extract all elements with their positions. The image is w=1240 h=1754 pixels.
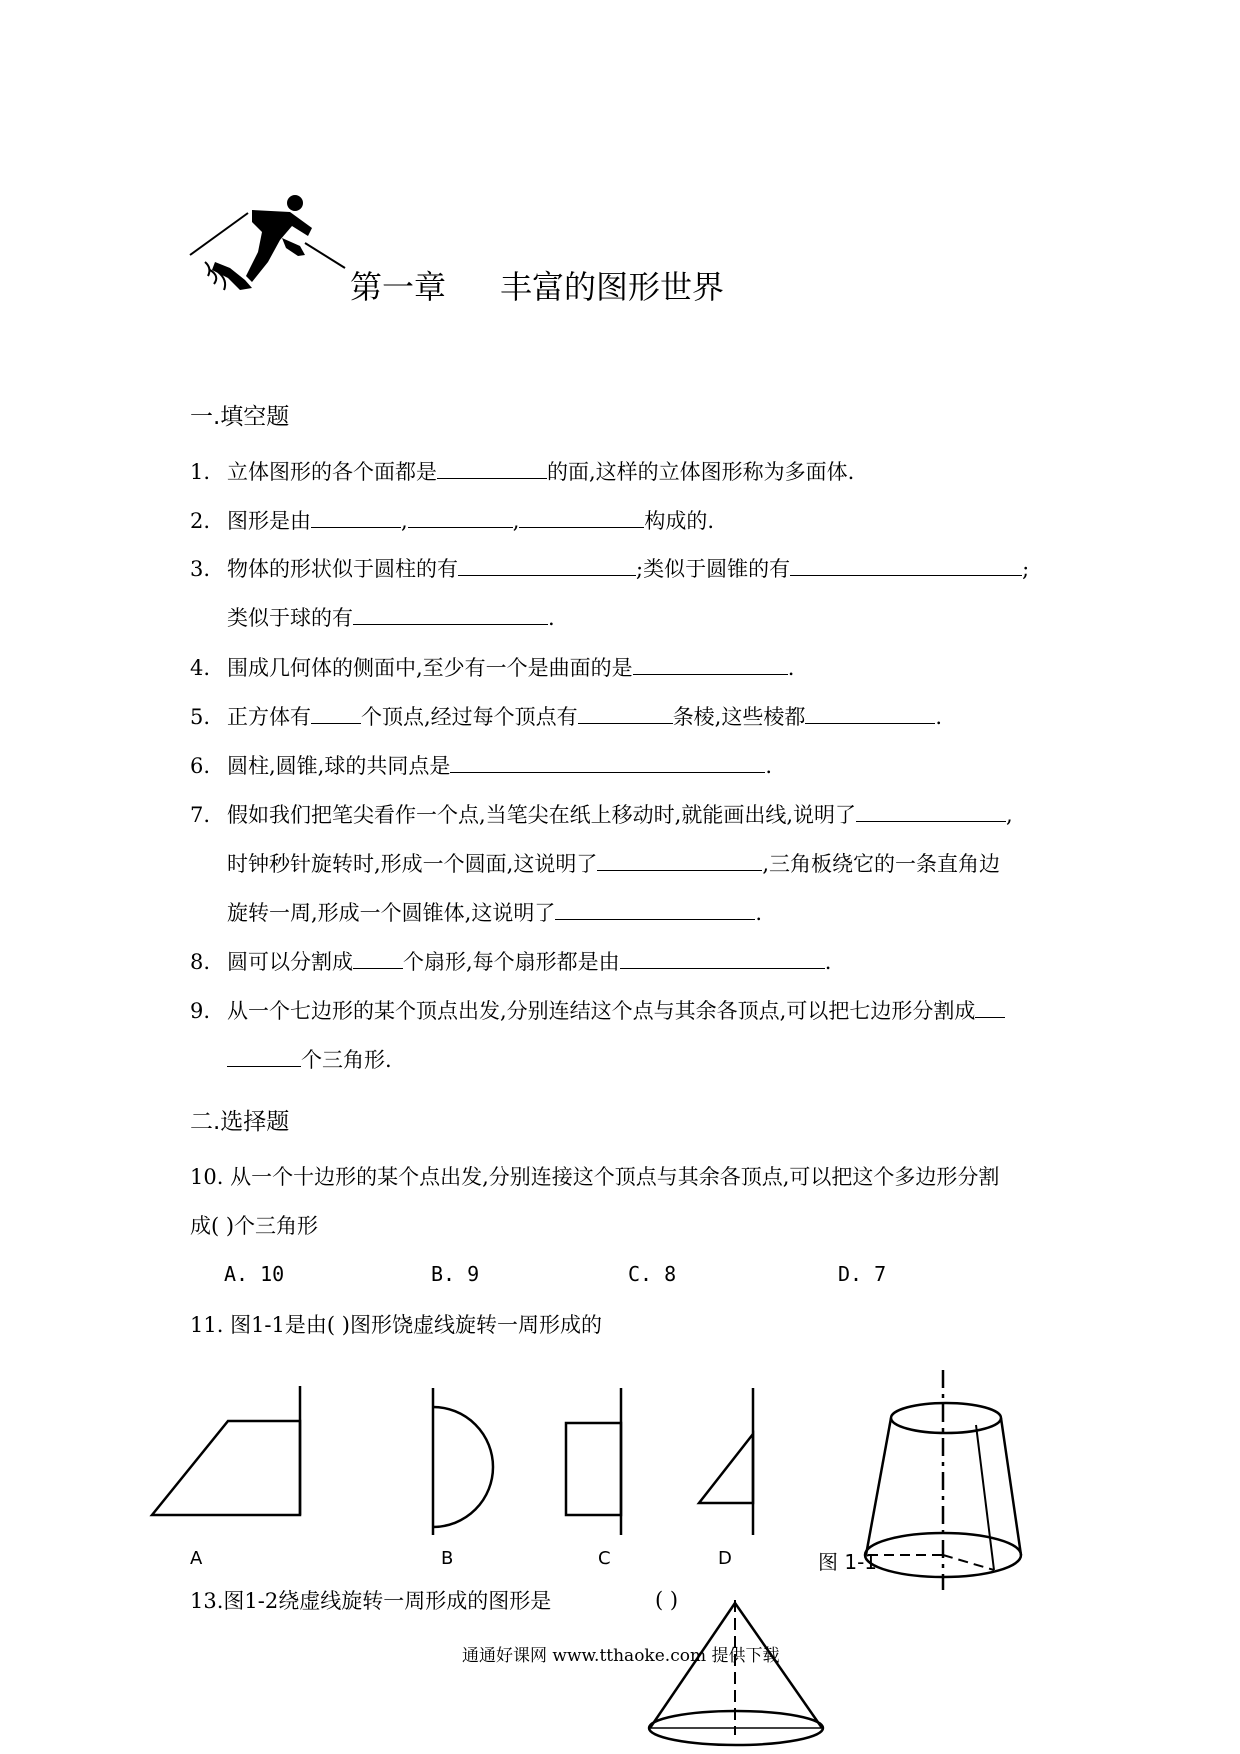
question-number: 9. bbox=[190, 999, 211, 1023]
answer-blank[interactable] bbox=[408, 507, 513, 528]
answer-blank[interactable] bbox=[519, 507, 644, 528]
chapter-title: 丰富的图形世界 bbox=[500, 268, 725, 306]
figure-c-rectangle bbox=[566, 1388, 621, 1535]
answer-blank[interactable] bbox=[353, 948, 403, 969]
question-number: 2. bbox=[190, 509, 211, 533]
figure-label-d: D bbox=[718, 1548, 732, 1569]
answer-blank[interactable] bbox=[555, 899, 755, 920]
question-number: 7. bbox=[190, 803, 211, 827]
question-13: 13.图1-2绕虚线旋转一周形成的图形是 bbox=[190, 1589, 552, 1613]
answer-blank[interactable] bbox=[311, 507, 401, 528]
answer-blank[interactable] bbox=[790, 555, 1022, 576]
question-number: 4. bbox=[190, 656, 211, 680]
answer-blank[interactable] bbox=[227, 1046, 301, 1067]
option-d[interactable]: D. 7 bbox=[838, 1262, 887, 1286]
footer-text: 通通好课网 www.tthaoke.com 提供下载 bbox=[462, 1646, 780, 1666]
answer-blank[interactable] bbox=[856, 801, 1006, 822]
figure-d-triangle bbox=[699, 1388, 753, 1535]
question-number: 6. bbox=[190, 754, 211, 778]
option-a[interactable]: A. 10 bbox=[224, 1262, 285, 1286]
question-number: 1. bbox=[190, 460, 211, 484]
question-13-answer-paren[interactable]: ( ) bbox=[655, 1588, 679, 1612]
figure-label-b: B bbox=[441, 1548, 454, 1569]
answer-blank[interactable] bbox=[353, 604, 548, 625]
figure-label-a: A bbox=[190, 1548, 203, 1569]
answer-blank[interactable] bbox=[620, 948, 825, 969]
answer-blank[interactable] bbox=[458, 555, 636, 576]
figure-label-c: C bbox=[598, 1548, 611, 1569]
option-b[interactable]: B. 9 bbox=[431, 1262, 480, 1286]
chapter-number: 第一章 bbox=[350, 268, 447, 306]
answer-blank[interactable] bbox=[437, 458, 547, 479]
question-number: 5. bbox=[190, 705, 211, 729]
answer-blank[interactable] bbox=[578, 703, 673, 724]
question-3-line-2: 类似于球的有 . bbox=[227, 606, 555, 630]
answer-blank[interactable] bbox=[805, 703, 935, 724]
question-10-line-2: 成( )个三角形 bbox=[190, 1214, 319, 1238]
question-9-line-2: 个三角形. bbox=[227, 1046, 392, 1074]
answer-blank[interactable] bbox=[633, 654, 788, 675]
section-heading-fill-in: 一.填空题 bbox=[190, 404, 290, 430]
answer-blank[interactable] bbox=[975, 997, 1005, 1018]
skier-logo-icon bbox=[190, 195, 345, 290]
question-10: 10. 从一个十边形的某个点出发,分别连接这个顶点与其余各顶点,可以把这个多边形分割 bbox=[190, 1165, 1000, 1189]
section-heading-multiple-choice: 二.选择题 bbox=[190, 1109, 290, 1135]
question-7-line-3: 旋转一周,形成一个圆锥体,这说明了 . bbox=[227, 901, 763, 925]
question-number: 8. bbox=[190, 950, 211, 974]
answer-blank[interactable] bbox=[450, 752, 765, 773]
answer-blank[interactable] bbox=[597, 850, 762, 871]
question-11: 11. 图1-1是由( )图形饶虚线旋转一周形成的 bbox=[190, 1313, 602, 1337]
figure-label-1-1: 图 1-1 bbox=[818, 1550, 878, 1574]
figure-1-1-frustum bbox=[865, 1370, 1021, 1590]
figure-b-semicircle bbox=[433, 1388, 493, 1535]
answer-blank[interactable] bbox=[311, 703, 361, 724]
figure-a-trapezoid bbox=[152, 1386, 300, 1515]
option-c[interactable]: C. 8 bbox=[628, 1262, 677, 1286]
question-7-line-2: 时钟秒针旋转时,形成一个圆面,这说明了 ,三角板绕它的一条直角边 bbox=[227, 852, 1001, 876]
figure-1-2-cone bbox=[649, 1600, 823, 1745]
question-number: 3. bbox=[190, 557, 211, 581]
